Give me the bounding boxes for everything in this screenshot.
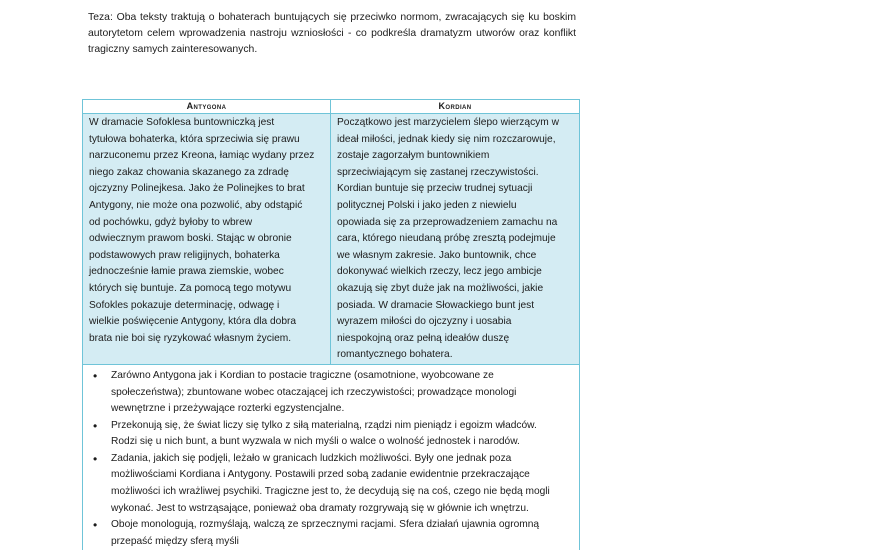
antygona-line: Sofokles pokazuje determinację, odwagę i — [89, 299, 280, 311]
bullet-line: wewnętrzne i przeżywające rozterki egzystencjalne. — [111, 403, 345, 415]
antygona-line: ojczyzny Polinejkesa. Jako że Polinejkes to brat — [89, 183, 305, 195]
header-antygona: Antygona — [83, 100, 331, 114]
antygona-line: od pochówku, gdyż byłoby to wbrew — [89, 216, 253, 228]
bullet-line: Rodzi się u nich bunt, a bunt wyzwala w nich myśli o walce o wolność jednostek i narodów. — [111, 436, 520, 448]
kordian-line: we własnym zakresie. Jako buntownik, chce — [337, 249, 537, 261]
antygona-line: W dramacie Sofoklesa buntowniczką jest — [89, 117, 275, 128]
antygona-line: podstawowych praw religijnych, bohaterka — [89, 249, 280, 261]
bullet-line: • Zadania, jakich się podjęli, leżało w granicach ludzkich możliwości. Były one jednak poza — [111, 452, 512, 464]
kordian-line: Początkowo jest marzycielem ślepo wierzącym w — [337, 117, 559, 128]
bullet-item — [91, 451, 571, 517]
antygona-line: odwiecznym prawom boski. Stając w obronie — [89, 233, 292, 245]
bullet-line: • Zarówno Antygona jak i Kordian to postacie tragiczne (osamotnione, wyobcowane ze — [111, 369, 494, 381]
kordian-line: cara, którego nieudaną próbę zresztą podejmuje — [337, 233, 556, 245]
header-kordian: Kordian — [331, 100, 580, 114]
antygona-line: wielkie poświęcenie Antygony, która dla dobra — [89, 316, 297, 328]
comparison-table — [82, 99, 580, 550]
bullet-item — [91, 418, 571, 451]
bullet-line: możliwościami Kordiana i Antygony. Postawili przed sobą zadanie ewidentnie przekraczające — [111, 469, 530, 481]
thesis-line: Teza: Oba teksty traktują o bohaterach buntujących się przeciwko normom, zwracających się ku — [88, 12, 540, 23]
bullet-line: wykonać. Jest to wstrząsające, ponieważ oba dramaty rozgrywają się w głównie ich wnętrzu. — [111, 502, 529, 514]
kordian-line: wyrazem miłości do ojczyzny i uosabia — [337, 316, 512, 328]
bullet-line: możliwości ich wrażliwej psychiki. Tragiczne jest to, że decydują się na coś, czego nie będą mogli — [111, 486, 550, 498]
kordian-line: politycznej Polski i jako jeden z niewielu — [337, 199, 517, 211]
kordian-line: niespokojną oraz pełną ideałów duszę — [337, 332, 510, 344]
antygona-line: tytułowa bohaterka, która sprzeciwia się prawu — [89, 133, 300, 145]
thesis-paragraph — [88, 10, 576, 58]
bullet-item — [91, 517, 571, 550]
antygona-line: jednocześnie łamie prawa ziemskie, wobec — [89, 266, 284, 278]
kordian-line: ideał miłości, jednak kiedy się nim rozczarowuje, — [337, 133, 556, 145]
antygona-line: narzuconemu przez Kreona, łamiąc wydany przez — [89, 150, 315, 162]
bullet-line: społeczeństwa); zbuntowane wobec otaczającej ich rzeczywistości; prowadzące monologi — [111, 386, 517, 398]
kordian-line: Kordian buntuje się przeciw trudnej sytuacji — [337, 183, 533, 195]
kordian-line: posiada. W dramacie Słowackiego bunt jest — [337, 299, 535, 311]
bullet-line: • Przekonują się, że świat liczy się tylko z siłą materialną, rządzi nim pieniądz i egoizm władców. — [111, 419, 537, 431]
bullet-line: • Oboje monologują, rozmyślają, walczą ze sprzecznymi racjami. Sfera działań ujawnia ogromną — [111, 519, 540, 531]
bullet-item — [91, 368, 571, 418]
kordian-line: zostaje zagorzałym buntownikiem — [337, 150, 490, 162]
bullet-line: przepaść między sferą myśli — [111, 535, 239, 547]
antygona-line: których się buntuje. Za pomocą tego motywu — [89, 282, 292, 294]
antygona-line: niego zakaz chowania skazanego za zdradę — [89, 166, 289, 178]
kordian-line: dokonywać wielkich rzeczy, lecz jego ambicje — [337, 266, 542, 278]
kordian-line: opowiada się za przeprowadzeniem zamachu na — [337, 216, 558, 228]
thesis-line: boskim autorytetom celem wprowadzenia nastroju wzniosłości - co podkreśla dramatyzm utworów — [88, 12, 576, 39]
kordian-line: okazują się zbyt duże jak na możliwości, jakie — [337, 282, 544, 294]
antygona-cell — [83, 114, 331, 365]
kordian-cell — [331, 114, 580, 365]
comparison-bullets-cell — [83, 364, 580, 550]
kordian-line: romantycznego bohatera. — [337, 349, 453, 361]
kordian-line: sprzeciwiającym się zastanej rzeczywistości. — [337, 166, 539, 178]
comparison-bullet-list — [91, 368, 571, 550]
antygona-line: brata nie boi się ryzykować własnym życiem. — [89, 332, 292, 344]
antygona-line: Antygony, nie może ona pozwolić, aby odstąpić — [89, 199, 303, 211]
thesis-line: oraz konflikt tragiczny samych zainteresowanych. — [88, 28, 576, 55]
